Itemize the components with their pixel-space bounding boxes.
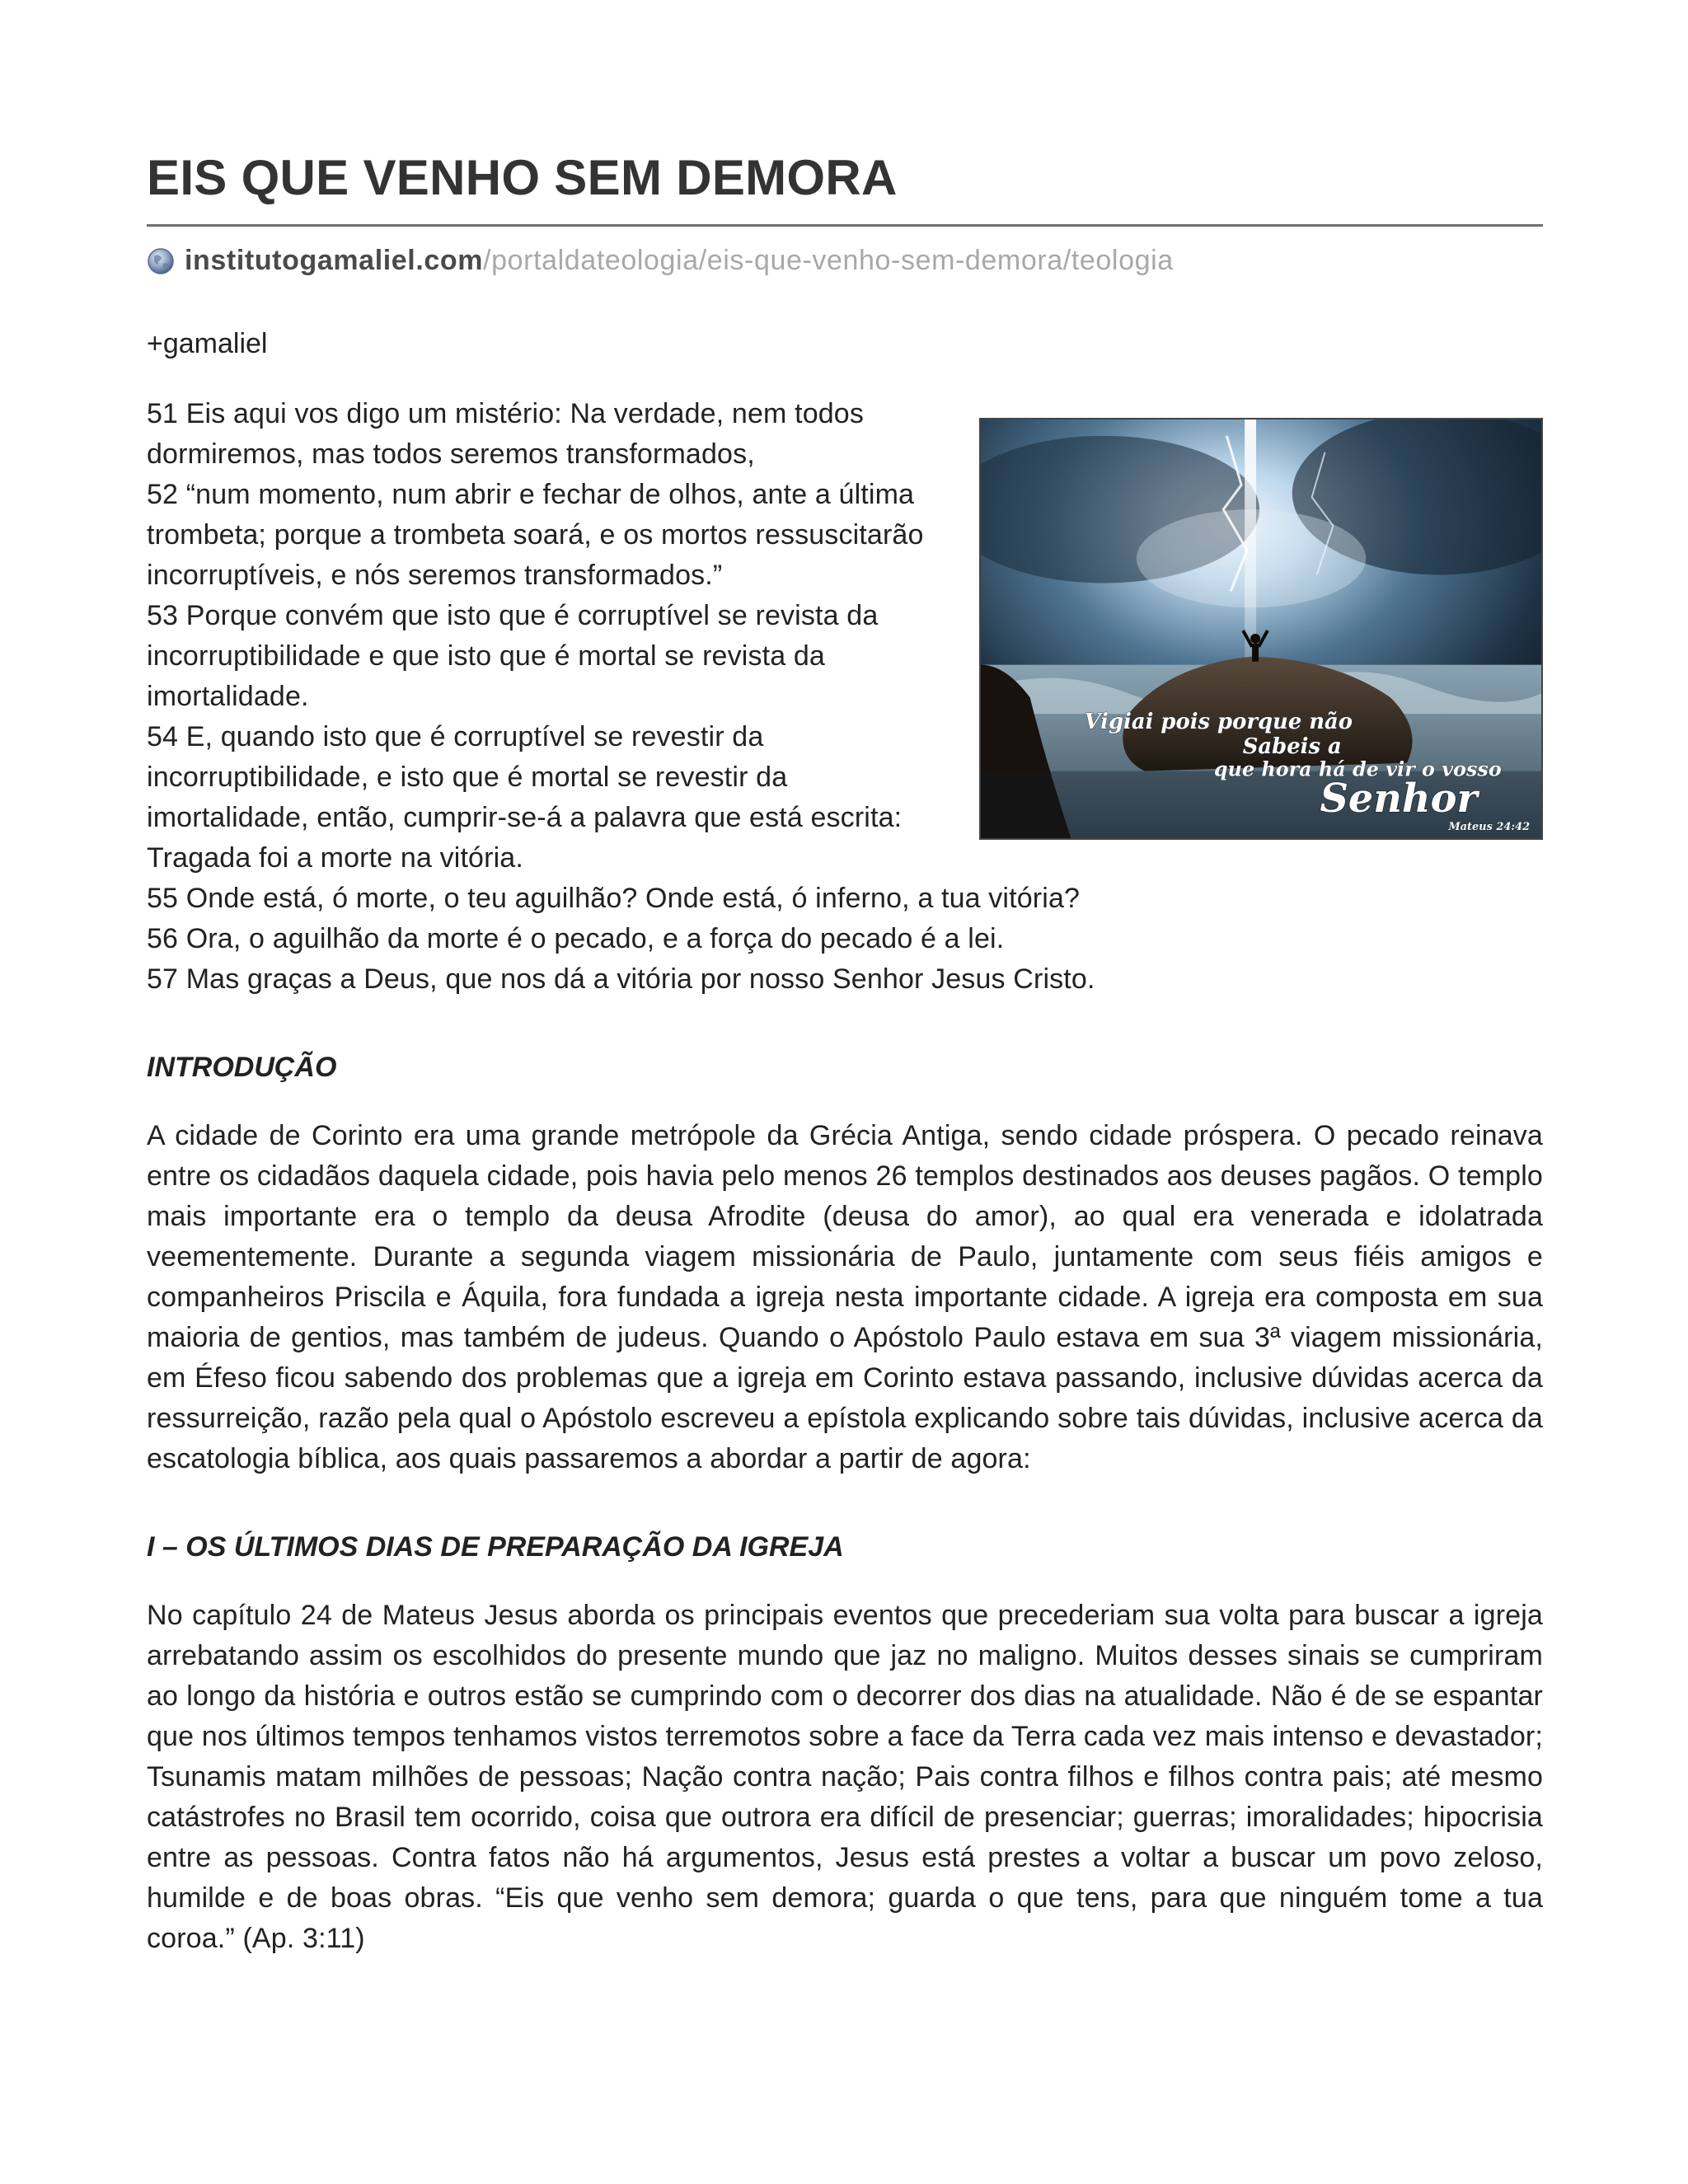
source-path[interactable]: /portaldateologia/eis-que-venho-sem-demora/teologia [483,245,1174,276]
title-divider [147,224,1543,227]
globe-icon [147,247,175,275]
verse-56: 56 Ora, o aguilhão da morte é o pecado, e a força do pecado é a lei. [147,922,1005,954]
storm-image [981,419,1541,838]
image-caption-line-3: que hora há de vir o vosso [1213,757,1502,781]
verse-51: 51 Eis aqui vos digo um mistério: Na verdade, nem todos dormiremos, mas todos seremos transformados, [147,397,865,470]
author-label: +gamaliel [147,327,268,359]
image-caption-line-4: Senhor [1320,775,1478,822]
section-heading-introducao: INTRODUÇÃO [147,1051,337,1083]
storm-illustration [979,418,1543,840]
verse-53: 53 Porque convém que isto que é corruptível se revista da incorruptibilidade e que isto que é mortal se revista da imortalidade. [147,599,879,712]
section-paragraph-ultimos-dias: No capítulo 24 de Mateus Jesus aborda os principais eventos que precederiam sua volta para buscar a igreja arrebatando assim os escolhidos do presente mundo que jaz no maligno. Muitos desses sinais se cumpriram ao longo da história e outros estão se cumprindo com o decorrer dos dias na atualidade. Não é de se espantar que nos últimos tempos tenhamos vistos terremotos sobre a face da Terra cada vez mais intenso e devastador; Tsunamis matam milhões de pessoas; Nação contra nação; Pais contra filhos e filhos contra pais; até mesmo catástrofes no Brasil tem ocorrido, coisa que outrora era difícil de presenciar; guerras; imoralidades; hipocrisia entre as pessoas. Contra fatos não há argumentos, Jesus está prestes a voltar a buscar um povo zeloso, humilde e de boas obras. “Eis que venho sem demora; guarda o que tens, para que ninguém tome a tua coroa.” (Ap. 3:11) [147,1599,1543,1954]
image-caption-line-2: Sabeis a [1242,733,1342,759]
section-heading-ultimos-dias: I – OS ÚLTIMOS DIAS DE PREPARAÇÃO DA IGREJA [147,1530,844,1563]
verse-57: 57 Mas graças a Deus, que nos dá a vitória por nosso Senhor Jesus Cristo. [147,963,1095,995]
source-domain[interactable]: institutogamaliel.com [185,245,484,276]
verse-54: 54 E, quando isto que é corruptível se revestir da incorruptibilidade, e isto que é mortal se revestir da imortalidade, então, cumprir-se-á a palavra que está escrita: Tragada foi a morte na vitória. [147,720,903,874]
page-title: EIS QUE VENHO SEM DEMORA [147,150,898,205]
verse-52: 52 “num momento, num abrir e fechar de olhos, ante a última trombeta; porque a trombeta soará, e os mortos ressuscitarão incorruptíveis, e nós seremos transformados.” [147,478,924,591]
verse-55: 55 Onde está, ó morte, o teu aguilhão? Onde está, ó inferno, a tua vitória? [147,882,1081,914]
document-page [147,148,1543,1959]
image-caption-reference: Mateus 24:42 [1448,820,1531,833]
source-link[interactable] [147,241,1543,281]
section-paragraph-introducao: A cidade de Corinto era uma grande metrópole da Grécia Antiga, sendo cidade próspera. O pecado reinava entre os cidadãos daquela cidade, pois havia pelo menos 26 templos destinados aos deuses pagãos. O templo mais importante era o templo da deusa Afrodite (deusa do amor), ao qual era venerada e idolatrada veementemente. Durante a segunda viagem missionária de Paulo, juntamente com seus fiéis amigos e companheiros Priscila e Áquila, fora fundada a igreja nesta importante cidade. A igreja era composta em sua maioria de gentios, mas também de judeus. Quando o Apóstolo Paulo estava em sua 3ª viagem missionária, em Éfeso ficou sabendo dos problemas que a igreja em Corinto estava passando, inclusive dúvidas acerca da ressurreição, razão pela qual o Apóstolo escreveu a epístola explicando sobre tais dúvidas, inclusive acerca da escatologia bíblica, aos quais passaremos a abordar a partir de agora: [147,1119,1543,1474]
scripture-block [147,394,1543,1000]
image-caption-line-1: Vigiai pois porque não [1084,709,1353,734]
